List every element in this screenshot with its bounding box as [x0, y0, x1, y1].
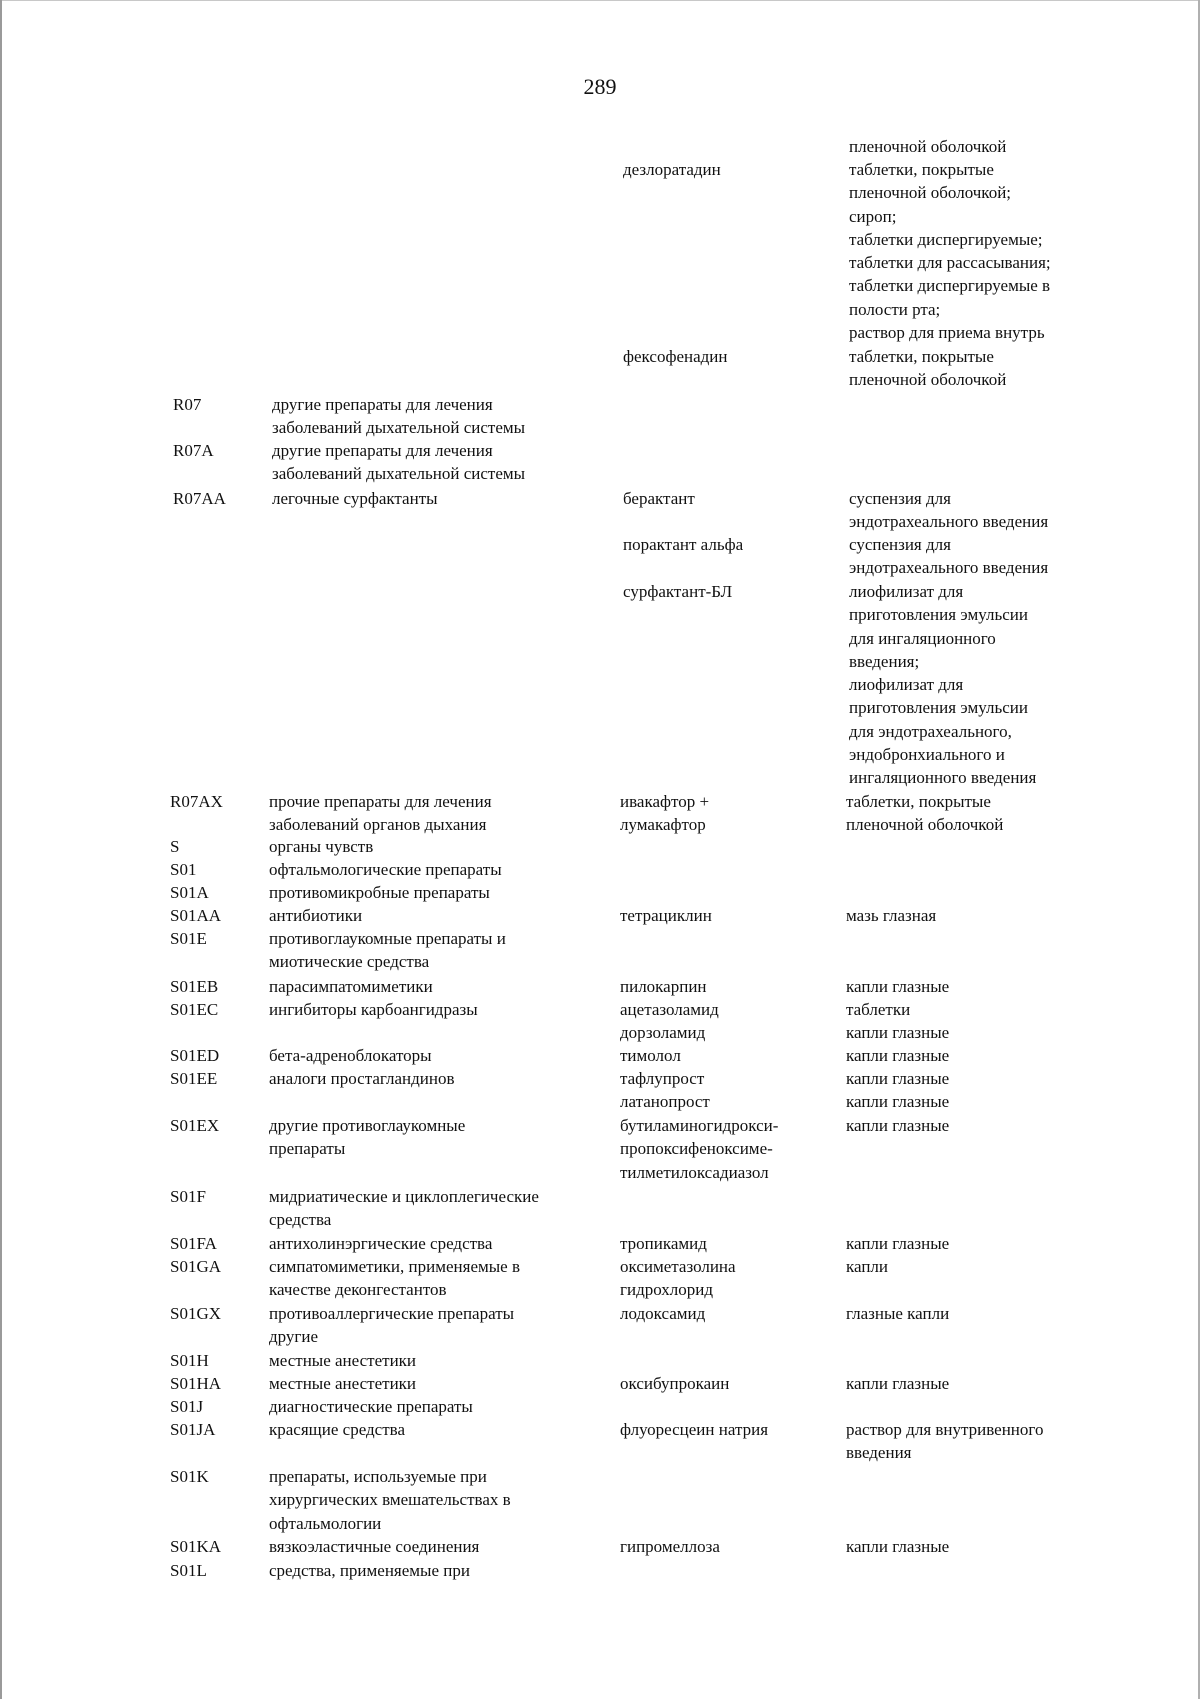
- drug-name-cell: берактант: [623, 489, 695, 508]
- scan-left-edge: [0, 0, 2, 1699]
- atc-code-cell: S01ED: [170, 1046, 220, 1065]
- group-name-cell: бета-адреноблокаторы: [269, 1046, 432, 1065]
- dosage-form-cell: глазные капли: [846, 1304, 950, 1323]
- dosage-form-cell: капли глазные: [846, 1116, 950, 1135]
- atc-code-cell: S: [170, 837, 180, 856]
- group-name-cell: противоаллергические препараты другие: [269, 1304, 515, 1347]
- atc-code-cell: S01KA: [170, 1537, 222, 1556]
- atc-code-cell: S01J: [170, 1397, 204, 1416]
- group-name-cell: мидриатические и циклоплегические средства: [269, 1187, 539, 1230]
- drug-name-cell: флуоресцеин натрия: [620, 1420, 769, 1439]
- dosage-form-cell: капли глазные: [846, 977, 950, 996]
- atc-code-cell: S01F: [170, 1187, 206, 1206]
- dosage-form-cell: капли глазные: [846, 1537, 950, 1556]
- group-name-cell: аналоги простагландинов: [269, 1069, 455, 1088]
- dosage-form-cell: лиофилизат для приготовления эмульсии для ингаляционного введения; лиофилизат для приготовления эмульсии для эндотрахеального, эндобронхиального и ингаляционного введения: [849, 582, 1037, 788]
- group-name-cell: препараты, используемые при хирургических вмешательствах в офтальмологии: [269, 1467, 511, 1533]
- dosage-form-cell: суспензия для эндотрахеального введения: [849, 535, 1049, 578]
- atc-code-cell: S01GX: [170, 1304, 222, 1323]
- group-name-cell: прочие препараты для лечения заболеваний органов дыхания: [269, 792, 492, 835]
- atc-code-cell: S01E: [170, 929, 207, 948]
- drug-name-cell: пилокарпин: [620, 977, 707, 996]
- atc-code-cell: S01: [170, 860, 197, 879]
- drug-name-cell: порактант альфа: [623, 535, 744, 554]
- drug-name-cell: дорзоламид: [620, 1023, 706, 1042]
- group-name-cell: другие препараты для лечения заболеваний дыхательной системы: [272, 395, 526, 438]
- atc-code-cell: S01K: [170, 1467, 209, 1486]
- page-number: 289: [583, 74, 617, 99]
- dosage-form-cell: капли глазные: [846, 1023, 950, 1042]
- dosage-form-cell: таблетки, покрытые пленочной оболочкой: [846, 792, 1004, 835]
- dosage-form-cell: капли: [846, 1257, 889, 1276]
- dosage-form-cell: пленочной оболочкой: [849, 137, 1007, 156]
- drug-name-cell: тетрациклин: [620, 906, 712, 925]
- drug-name-cell: тропикамид: [620, 1234, 707, 1253]
- dosage-form-cell: мазь глазная: [846, 906, 937, 925]
- drug-name-cell: ивакафтор + лумакафтор: [620, 792, 710, 835]
- dosage-form-cell: капли глазные: [846, 1069, 950, 1088]
- drug-name-cell: ацетазоламид: [620, 1000, 719, 1019]
- atc-code-cell: S01EC: [170, 1000, 219, 1019]
- group-name-cell: симпатомиметики, применяемые в качестве деконгестантов: [269, 1257, 520, 1300]
- drug-name-cell: сурфактант-БЛ: [623, 582, 733, 601]
- dosage-form-cell: капли глазные: [846, 1374, 950, 1393]
- atc-code-cell: S01JA: [170, 1420, 216, 1439]
- group-name-cell: ингибиторы карбоангидразы: [269, 1000, 478, 1019]
- atc-code-cell: R07AX: [170, 792, 223, 811]
- group-name-cell: местные анестетики: [269, 1374, 417, 1393]
- atc-code-cell: S01H: [170, 1351, 209, 1370]
- atc-code-cell: S01AA: [170, 906, 222, 925]
- drug-name-cell: фексофенадин: [623, 347, 728, 366]
- dosage-form-cell: капли глазные: [846, 1046, 950, 1065]
- group-name-cell: антибиотики: [269, 906, 363, 925]
- group-name-cell: противомикробные препараты: [269, 883, 490, 902]
- drug-name-cell: лодоксамид: [620, 1304, 706, 1323]
- drug-name-cell: тафлупрост: [620, 1069, 705, 1088]
- drug-name-cell: дезлоратадин: [623, 160, 721, 179]
- group-name-cell: органы чувств: [269, 837, 374, 856]
- atc-code-cell: S01L: [170, 1561, 207, 1580]
- drug-name-cell: тимолол: [620, 1046, 681, 1065]
- dosage-form-cell: раствор для внутривенного введения: [846, 1420, 1044, 1463]
- atc-code-cell: R07AA: [173, 489, 226, 508]
- atc-code-cell: S01FA: [170, 1234, 217, 1253]
- group-name-cell: противоглаукомные препараты и миотические средства: [269, 929, 506, 972]
- group-name-cell: легочные сурфактанты: [272, 489, 438, 508]
- group-name-cell: офтальмологические препараты: [269, 860, 502, 879]
- atc-code-cell: S01EX: [170, 1116, 220, 1135]
- atc-code-cell: R07A: [173, 441, 214, 460]
- atc-code-cell: S01A: [170, 883, 209, 902]
- group-name-cell: красящие средства: [269, 1420, 405, 1439]
- atc-code-cell: S01HA: [170, 1374, 222, 1393]
- group-name-cell: местные анестетики: [269, 1351, 417, 1370]
- group-name-cell: средства, применяемые при: [269, 1561, 470, 1580]
- dosage-form-cell: капли глазные: [846, 1092, 950, 1111]
- dosage-form-cell: таблетки: [846, 1000, 911, 1019]
- group-name-cell: другие препараты для лечения заболеваний дыхательной системы: [272, 441, 526, 484]
- group-name-cell: антихолинэргические средства: [269, 1234, 493, 1253]
- dosage-form-cell: суспензия для эндотрахеального введения: [849, 489, 1049, 532]
- dosage-form-cell: капли глазные: [846, 1234, 950, 1253]
- atc-code-cell: R07: [173, 395, 202, 414]
- drug-name-cell: оксиметазолина гидрохлорид: [620, 1257, 736, 1300]
- group-name-cell: диагностические препараты: [269, 1397, 473, 1416]
- atc-code-cell: S01EB: [170, 977, 219, 996]
- group-name-cell: вязкоэластичные соединения: [269, 1537, 480, 1556]
- drug-name-cell: бутиламиногидрокси- пропоксифеноксиме- тилметилоксадиазол: [620, 1116, 779, 1182]
- drug-name-cell: оксибупрокаин: [620, 1374, 730, 1393]
- scan-top-edge: [0, 0, 1200, 1]
- group-name-cell: парасимпатомиметики: [269, 977, 433, 996]
- dosage-form-cell: таблетки, покрытые пленочной оболочкой; сироп; таблетки диспергируемые; таблетки для рассасывания; таблетки диспергируемые в полости рта; раствор для приема внутрь: [849, 160, 1051, 343]
- atc-code-cell: S01GA: [170, 1257, 222, 1276]
- drug-name-cell: латанопрост: [620, 1092, 710, 1111]
- atc-code-cell: S01EE: [170, 1069, 218, 1088]
- drug-name-cell: гипромеллоза: [620, 1537, 720, 1556]
- group-name-cell: другие противоглаукомные препараты: [269, 1116, 466, 1159]
- dosage-form-cell: таблетки, покрытые пленочной оболочкой: [849, 347, 1007, 390]
